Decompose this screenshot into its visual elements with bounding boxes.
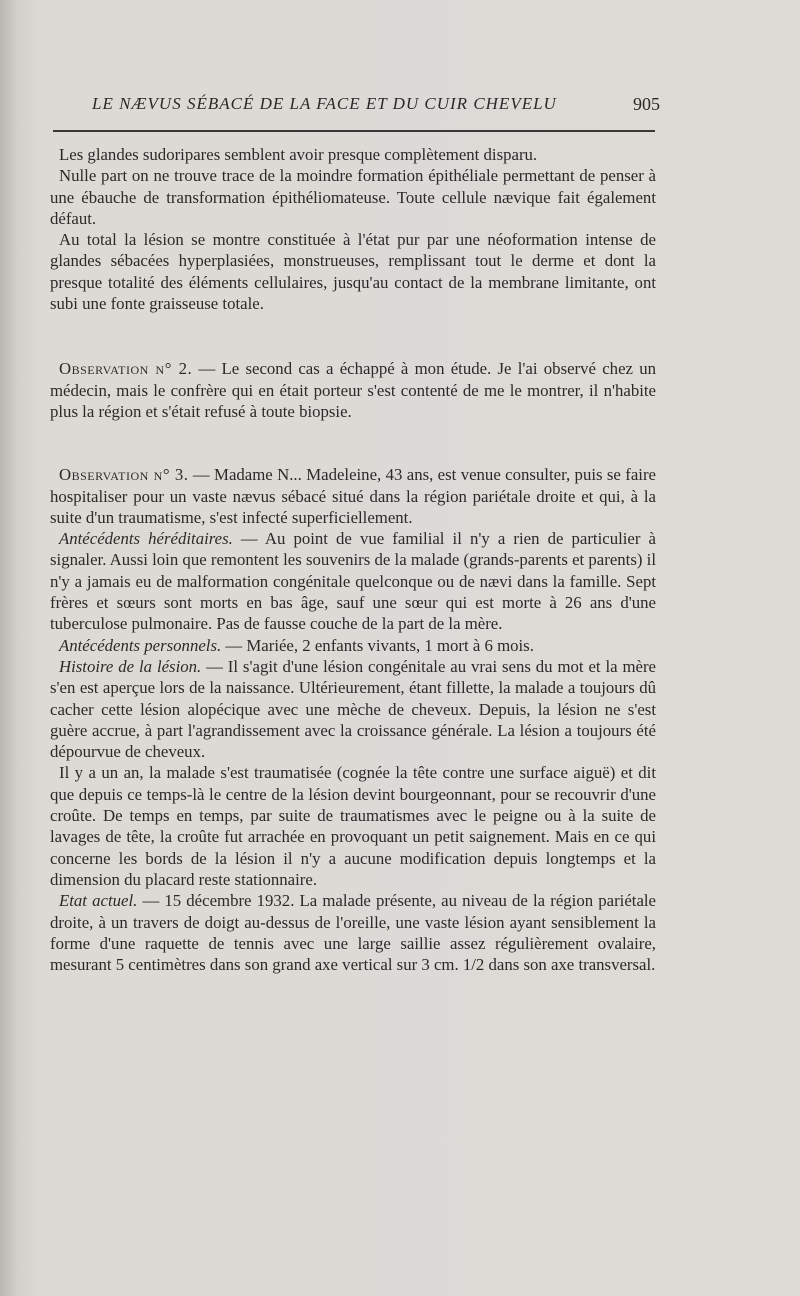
hereditary-history-text: — Au point de vue familial il n'y a rien de particulier à signaler. Aussi loin que remontent les souvenirs de la malade (grands-parents et parents) il n'y a jamais eu de malformation congénitale quelconque ou de nævi dans la famille. Sept frères et sœurs sont morts en bas âge, sauf une sœur qui est morte à 26 ans d'une tuberculose pulmonaire. Pas de fausse couche de la part de la mère.: [50, 529, 656, 634]
hereditary-history-heading: Antécédents héréditaires.: [59, 529, 233, 549]
personal-history-text: — Mariée, 2 enfants vivants, 1 mort à 6 mois.: [221, 635, 534, 655]
observation-3-text: — Madame N... Madeleine, 43 ans, est venue consulter, puis se faire hospitaliser pour un vaste nævus sébacé situé dans la région pariétale droite et qui, à la suite d'un traumatisme, s'est infecté superficiellement.: [50, 465, 656, 527]
observation-2-heading: Observation n° 2.: [59, 359, 193, 379]
lesion-history-heading: Histoire de la lésion.: [59, 656, 202, 676]
paragraph-hereditary-history: [50, 528, 656, 634]
paragraph-trauma: Il y a un an, la malade s'est traumatisée (cognée la tête contre une surface aiguë) et dit que depuis ce temps-là le centre de la lésion devint bourgeonnant, pour se recouvrir d'une croûte. De temps en temps, par suite de traumatismes avec le peigne ou à la suite de lavages de tête, la croûte fut arrachée en provoquant un petit saignement. Mais en ce qui concerne les bords de la lésion il n'y a aucune modification depuis longtemps et la dimension du placard reste stationnaire.: [50, 763, 656, 889]
page-body: [50, 144, 656, 975]
spacer: [50, 422, 656, 464]
paragraph-summary: Au total la lésion se montre constituée à l'état pur par une néoformation intense de glandes sébacées hyperplasiées, monstrueuses, remplissant tout le derme et dont la presque totalité des éléments cellulaires, jusqu'au contact de la membrane limitante, ont subi une fonte graisseuse totale.: [50, 230, 656, 314]
lesion-history-text: — Il s'agit d'une lésion congénitale au vrai sens du mot et la mère s'en est aperçue lors de la naissance. Ultérieurement, étant fillette, la malade a toujours dû cacher cette lésion alopécique avec une mèche de cheveux. Depuis, la lésion ne s'est guère accrue, à part l'agrandissement avec la croissance générale. La lésion a toujours été dépourvue de cheveux.: [50, 656, 656, 762]
spacer: [50, 314, 656, 358]
paragraph-no-epithelial: Nulle part on ne trouve trace de la moindre formation épithéliale permettant de penser à une ébauche de transformation épithéliomateuse. Toute cellule nævique fait également défaut.: [50, 166, 656, 228]
page-number: 905: [633, 94, 660, 114]
current-state-text: — 15 décembre 1932. La malade présente, au niveau de la région pariétale droite, à un travers de doigt au-dessus de l'oreille, une vaste lésion ayant sensiblement la forme d'une raquette de tennis avec une large saillie assez régulièrement ovalaire, mesurant 5 centimètres dans son grand axe vertical sur 3 cm. 1/2 dans son axe transversal.: [50, 891, 657, 975]
current-state-heading: Etat actuel.: [59, 891, 138, 911]
paragraph-sweat-glands: Les glandes sudoripares semblent avoir presque complètement disparu.: [59, 145, 538, 164]
paragraph-personal-history: [50, 635, 656, 656]
observation-3-heading: Observation n° 3.: [59, 465, 189, 485]
personal-history-heading: Antécédents personnels.: [59, 635, 222, 655]
running-title: LE NÆVUS SÉBACÉ DE LA FACE ET DU CUIR CHEVELU: [92, 94, 557, 113]
page-header: [92, 94, 660, 120]
paragraph-observation-3: [50, 464, 656, 528]
observation-2-text: — Le second cas a échappé à mon étude. Je l'ai observé chez un médecin, mais le confrère qui en était porteur s'est contenté de me le montrer, il n'habite plus la région et s'était refusé à toute biopsie.: [50, 359, 656, 421]
paragraph-observation-2: [50, 358, 656, 422]
header-rule: [53, 130, 655, 132]
paragraph-lesion-history: [50, 656, 656, 762]
paragraph-current-state: [50, 890, 656, 975]
